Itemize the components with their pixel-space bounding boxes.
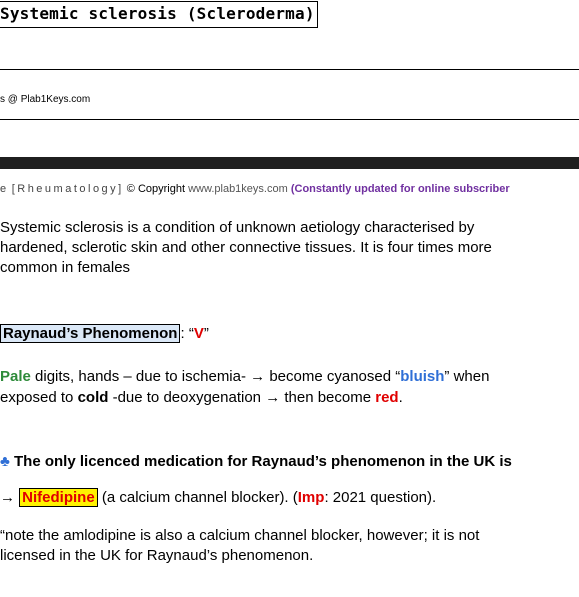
pale-text-5: .	[398, 389, 403, 406]
header-open-paren: (	[290, 183, 295, 195]
section-header	[0, 183, 510, 195]
divider	[0, 119, 579, 120]
divider	[0, 69, 579, 70]
pale-line-1	[0, 367, 489, 387]
copyright-text: s @ Plab1Keys.com	[0, 94, 91, 105]
raynaud-mnemonic: V	[193, 325, 204, 342]
header-prefix: e	[0, 183, 9, 195]
nifedipine-drug: Nifedipine	[19, 488, 98, 507]
pale-line-2	[0, 388, 403, 408]
nifedipine-text-2: : 2021 question).	[324, 489, 437, 506]
raynaud-heading-line	[0, 324, 209, 344]
licensed-text: The only licenced medication for Raynaud’s phenomenon in the UK is	[14, 453, 512, 470]
pale-text-3: exposed to	[0, 389, 78, 406]
imp-word: Imp	[297, 489, 325, 506]
pale-text-1: digits, hands – due to ischemia- → become cyanosed “	[30, 368, 401, 385]
note-line-2: licensed in the UK for Raynaud’s phenomenon.	[0, 547, 314, 564]
dark-band	[0, 157, 579, 169]
bluish-word: bluish	[400, 368, 445, 385]
raynaud-heading: Raynaud’s Phenomenon	[0, 324, 180, 343]
arrow-text: →	[0, 489, 20, 506]
pale-text-2: ” when	[444, 368, 490, 385]
header-note: Constantly updated for online subscriber	[294, 183, 510, 195]
header-copyright: © Copyright	[126, 183, 186, 195]
cold-word: cold	[77, 389, 109, 406]
header-category: [Rheumatology]	[11, 183, 124, 195]
intro-line-2: hardened, sclerotic skin and other connective tissues. It is four times more	[0, 239, 492, 256]
raynaud-colon: : “	[180, 325, 194, 342]
nifedipine-line	[0, 488, 436, 508]
pale-word: Pale	[0, 368, 31, 385]
page-title: Systemic sclerosis (Scleroderma)	[0, 1, 318, 28]
note-line-1: “note the amlodipine is also a calcium channel blocker, however; it is not	[0, 527, 480, 544]
intro-line-3: common in females	[0, 259, 131, 276]
nifedipine-text-1: (a calcium channel blocker). (	[97, 489, 298, 506]
pale-text-4: -due to deoxygenation → then become	[108, 389, 376, 406]
red-word: red	[375, 389, 399, 406]
raynaud-close-quote: ”	[203, 325, 209, 342]
club-icon: ♣	[0, 453, 10, 470]
intro-line-1: Systemic sclerosis is a condition of unknown aetiology characterised by	[0, 219, 475, 236]
licensed-line	[0, 452, 512, 472]
header-site: www.plab1keys.com	[188, 183, 288, 195]
